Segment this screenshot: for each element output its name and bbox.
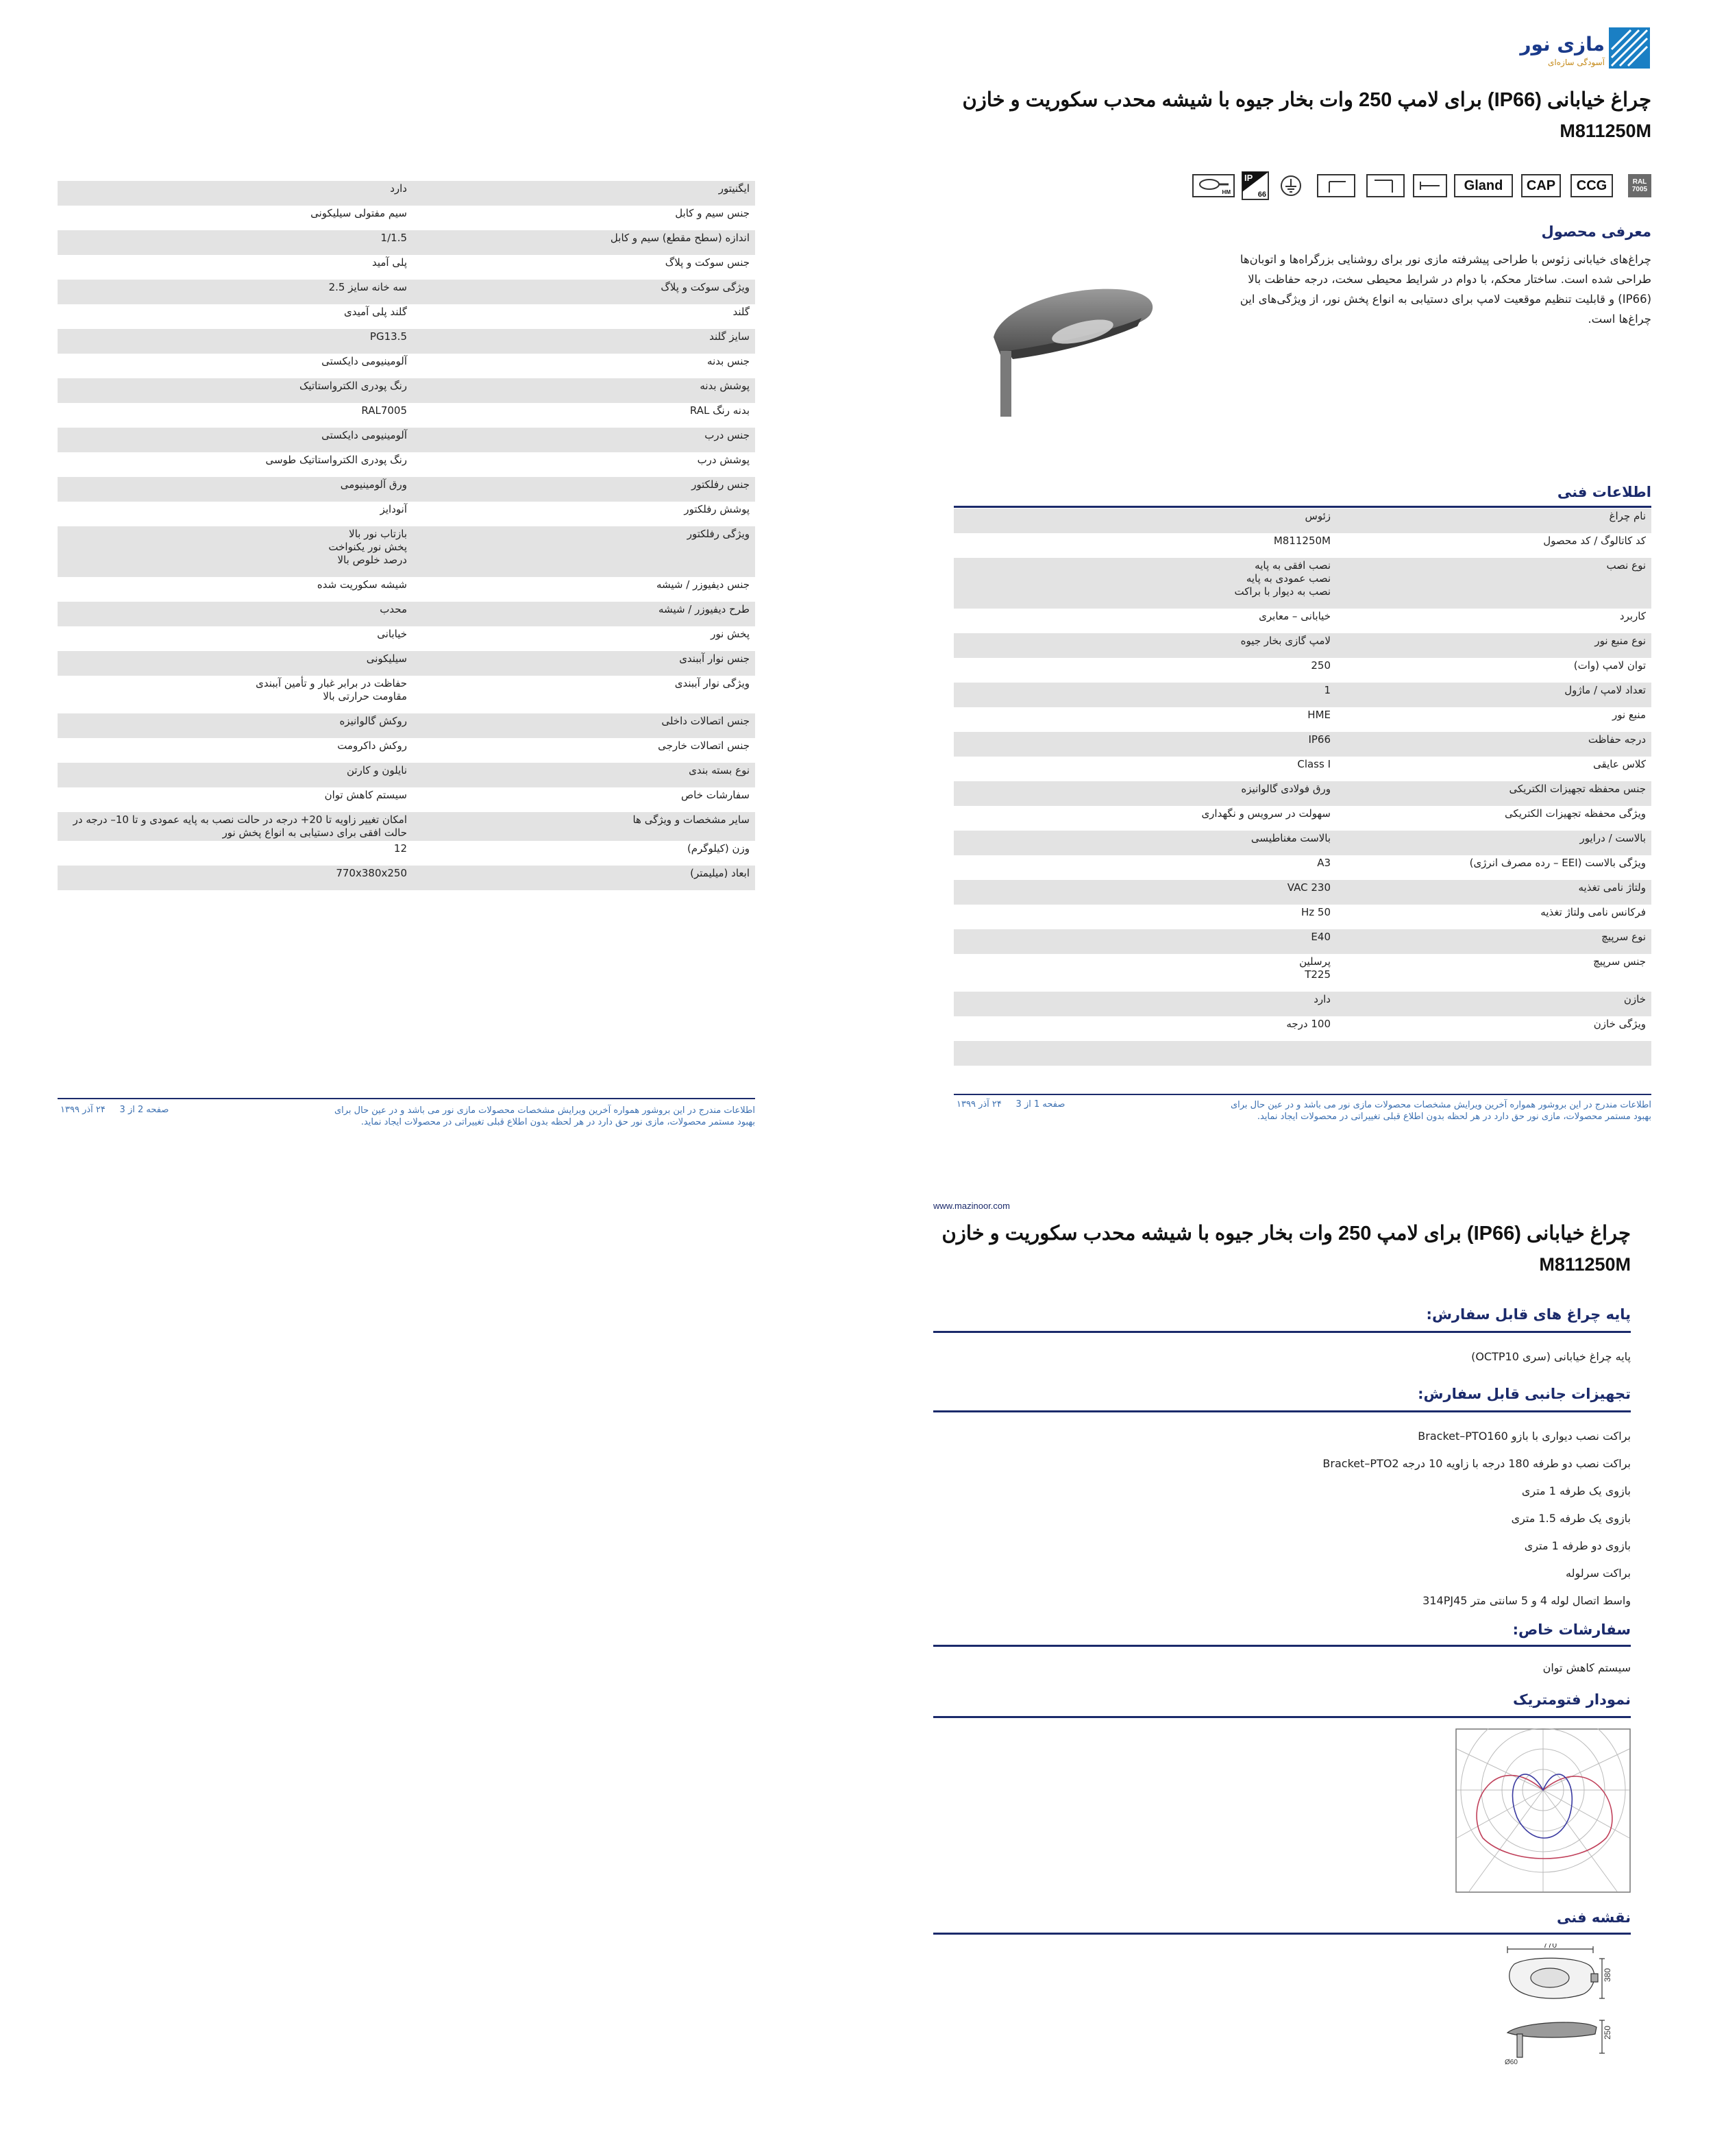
- ral-number: 7005: [1631, 186, 1648, 193]
- spec-row: [954, 732, 1651, 757]
- spec-row: [58, 428, 755, 452]
- spec-key: پوشش رفلکتور: [684, 503, 750, 515]
- footer-page-2: [60, 1105, 169, 1115]
- spec-row: [58, 354, 755, 378]
- website-url: www.mazinoor.com: [933, 1201, 1010, 1211]
- spec-key: ویژگی خازن: [1593, 1018, 1646, 1030]
- spec-key: ویژگی سوکت و پلاگ: [661, 281, 750, 293]
- dim-width: 380: [1603, 1968, 1612, 1982]
- spec-key: درجه حفاظت: [1588, 733, 1646, 746]
- spec-value: 230 VAC: [1287, 881, 1331, 894]
- photometric-diagram: [1455, 1728, 1631, 1893]
- footer-rule-2: [58, 1098, 755, 1099]
- spec-row: [954, 880, 1651, 905]
- spec-row: [954, 806, 1651, 831]
- spec-value: دارد: [1314, 993, 1331, 1005]
- spec-row: [954, 609, 1651, 633]
- spec-row: [58, 602, 755, 626]
- spec2-table: [58, 181, 755, 890]
- dim-length: 770: [1542, 1944, 1557, 1950]
- spec-value: رنگ پودری الکترواستاتیک: [299, 380, 407, 392]
- spec-key: جنس بدنه: [707, 355, 750, 367]
- spec-value: 250: [1311, 659, 1331, 672]
- spec-key: فرکانس نامی ولتاژ تغذیه: [1540, 906, 1646, 918]
- spec-row: [58, 304, 755, 329]
- spec-value: امکان تغییر زاویه تا 20+ درجه در حالت نصب به پایه عمودی و تا 10– درجه در حالت افقی برای دستیابی به انواع پخش نور: [73, 813, 407, 839]
- spec-row: [58, 403, 755, 428]
- spec-row: [954, 633, 1651, 658]
- page-date-2: ۲۴ آذر ۱۳۹۹: [60, 1105, 106, 1115]
- spec-key: پخش نور: [711, 628, 750, 640]
- technical-drawing: [1473, 1944, 1617, 2067]
- spec-key: اندازه (سطح مقطع) سیم و کابل: [610, 232, 750, 244]
- spec-key: پوشش بدنه: [700, 380, 750, 392]
- dim-height: 250: [1603, 2025, 1612, 2039]
- spec-row: [954, 558, 1651, 609]
- spec-key: ایگنیتور: [718, 182, 750, 195]
- spec-value: محدب: [380, 603, 407, 615]
- spec-row: [58, 651, 755, 676]
- post-top-icon: [1317, 174, 1355, 197]
- spec-value: 1/1.5: [380, 232, 407, 244]
- spec-row: [58, 181, 755, 206]
- spec-key: خازن: [1623, 993, 1646, 1005]
- spec-row: [954, 954, 1651, 992]
- spec-key: جنس درب: [704, 429, 750, 441]
- spec-key: سفارشات خاص: [681, 789, 750, 801]
- drawing-rule: [933, 1933, 1631, 1935]
- spec-value: شیشه سکوریت شده: [317, 578, 407, 591]
- brand-logo: [1494, 27, 1651, 71]
- spec-key: جنس اتصالات داخلی: [661, 715, 750, 727]
- photometric-heading: نمودار فتومتریک: [1512, 1691, 1631, 1708]
- accessories-rule: [933, 1410, 1631, 1412]
- spec-value: سه خانه سایز 2.5: [328, 281, 407, 293]
- tech-heading-rule: [954, 506, 1651, 508]
- poles-heading: پایه چراغ های قابل سفارش:: [1426, 1306, 1631, 1323]
- spec-row: [58, 526, 755, 577]
- accessory-item: بازوی یک طرفه 1 متری: [1521, 1484, 1631, 1497]
- spec-row: [58, 378, 755, 403]
- accessory-item: براکت نصب دیواری با بازو Bracket–PTO160: [1418, 1430, 1631, 1443]
- spec-value: E40: [1311, 931, 1331, 943]
- spec-value: آلومینیومی دایکستی: [321, 355, 407, 367]
- spec-key: توان لامپ (وات): [1573, 659, 1646, 672]
- spec-row: [954, 757, 1651, 781]
- page-number-1: صفحه 1 از 3: [1015, 1099, 1065, 1110]
- spec-value: لامپ گازی بخار جیوه: [1240, 635, 1331, 647]
- accessory-item: واسط اتصال لوله 4 و 5 سانتی متر 314PJ45: [1422, 1594, 1631, 1607]
- spec-value: 1: [1324, 684, 1331, 696]
- spec-row: [58, 280, 755, 304]
- spec-key: جنس اتصالات خارجی: [658, 739, 750, 752]
- special-rule: [933, 1645, 1631, 1647]
- spec-value: PG13.5: [369, 330, 407, 343]
- ip-label: IP: [1244, 173, 1253, 183]
- spec-value: گلند پلی آمیدی: [343, 306, 407, 318]
- special-heading: سفارشات خاص:: [1512, 1621, 1631, 1638]
- spec-key: جنس محفظه تجهیزات الکتریکی: [1509, 783, 1646, 795]
- spec-key: سایر مشخصات و ویژگی ها: [632, 813, 750, 826]
- page-number-2: صفحه 2 از 3: [119, 1105, 169, 1115]
- spec-row: [58, 502, 755, 526]
- spec-value: زئوس: [1305, 510, 1331, 522]
- spec-value: A3: [1317, 857, 1331, 869]
- spec-row: [58, 577, 755, 602]
- spec-value: خیابانی – معابری: [1259, 610, 1331, 622]
- spec-value: ورق فولادی گالوانیزه: [1241, 783, 1331, 795]
- spec-row: [954, 905, 1651, 929]
- gland-badge: Gland: [1454, 174, 1513, 197]
- spec-row: [58, 713, 755, 738]
- spec-key: وزن (کیلوگرم): [687, 842, 750, 855]
- spec-key: پوشش درب: [697, 454, 750, 466]
- spec-key: کاربرد: [1619, 610, 1646, 622]
- spec-value: روکش گالوانیزه: [339, 715, 407, 727]
- footer-page-1: [957, 1099, 1065, 1110]
- spec-key: جنس سوکت و پلاگ: [665, 256, 750, 269]
- page-date-1: ۲۴ آذر ۱۳۹۹: [957, 1099, 1002, 1110]
- spec-row: [954, 1041, 1651, 1066]
- spec-row: [58, 738, 755, 763]
- spec-key: کد کاتالوگ / کد محصول: [1543, 535, 1646, 547]
- spec-value: M811250M: [1273, 535, 1331, 547]
- spec-row: [58, 452, 755, 477]
- spec-value: بازتاب نور بالا پخش نور یکنواخت درصد خلوص بالا: [328, 528, 407, 566]
- spec-key: کلاس عایقی: [1593, 758, 1646, 770]
- spec-row: [58, 626, 755, 651]
- footer-note-2: اطلاعات مندرج در این بروشور همواره آخرین ویرایش مشخصات محصولات مازی نور می باشد و در عین حال برای بهبود مستمر محصولات، مازی نور حق دارد در هر لحظه بدون اطلاع قبلی تغییراتی در محصولات ایجاد نماید.: [334, 1105, 755, 1127]
- spec-value: خیابانی: [377, 628, 407, 640]
- spec-row: [954, 509, 1651, 533]
- spec-row: [954, 929, 1651, 954]
- spec-key: نوع بسته بندی: [689, 764, 750, 776]
- pole-item: پایه چراغ خیابانی (سری OCTP10): [1471, 1350, 1631, 1363]
- tech-heading: اطلاعات فنی: [1557, 484, 1651, 500]
- spec-row: [58, 866, 755, 890]
- spec-row: [954, 658, 1651, 683]
- spec-value: روکش داکرومت: [337, 739, 407, 752]
- footer-note-1: اطلاعات مندرج در این بروشور همواره آخرین ویرایش مشخصات محصولات مازی نور می باشد و در عین حال برای بهبود مستمر محصولات، مازی نور حق دارد در هر لحظه بدون اطلاع قبلی تغییراتی در محصولات ایجاد نماید.: [1230, 1100, 1651, 1122]
- spec-row: [58, 787, 755, 812]
- spec-row: [954, 781, 1651, 806]
- spec-key: ولتاژ نامی تغذیه: [1578, 881, 1646, 894]
- spec-value: 770x380x250: [336, 867, 407, 879]
- spec-key: بالاست / درایور: [1579, 832, 1646, 844]
- spec-value: HME: [1307, 709, 1331, 721]
- spec-key: جنس نوار آببندی: [679, 652, 750, 665]
- dim-pole: Ø60: [1505, 2059, 1518, 2066]
- special-item: سیستم کاهش توان: [1542, 1661, 1631, 1674]
- brand-name: مازی نور: [1520, 33, 1605, 56]
- spec-key: جنس دیفیوزر / شیشه: [656, 578, 750, 591]
- spec-value: دارد: [390, 182, 407, 195]
- spec-key: ویژگی رفلکتور: [687, 528, 750, 540]
- ip-number: 66: [1257, 191, 1266, 199]
- spec-value: 100 درجه: [1286, 1018, 1331, 1030]
- hm-label: HM: [1222, 189, 1231, 195]
- drawing-heading: نقشه فنی: [1557, 1909, 1631, 1926]
- cap-badge: CAP: [1521, 174, 1561, 197]
- product-title: چراغ خیابانی (IP66) برای لامپ 250 وات بخار جیوه با شیشه محدب سکوریت و خازن: [962, 89, 1651, 111]
- accessory-item: براکت سرلوله: [1566, 1567, 1631, 1580]
- spec-row: [58, 329, 755, 354]
- product-image: [980, 274, 1158, 418]
- ip-rating-badge: [1242, 171, 1269, 200]
- spec-key: سایز گلند: [709, 330, 750, 343]
- spec-value: IP66: [1308, 733, 1331, 746]
- brand-tagline: آسودگی سازه‌ای: [1548, 58, 1605, 67]
- accessory-item: بازوی یک طرفه 1.5 متری: [1511, 1512, 1631, 1525]
- spec-value: پرسلین T225: [1299, 955, 1331, 981]
- spec-value: 50 Hz: [1301, 906, 1331, 918]
- hm-lamp-icon: [1192, 174, 1235, 197]
- spec-value: [966, 1041, 1336, 1066]
- spec-value: Class I: [1297, 758, 1331, 770]
- spec-key: ابعاد (میلیمتر): [690, 867, 750, 879]
- spec-row: [954, 683, 1651, 707]
- spec-value: نایلون و کارتن: [347, 764, 407, 776]
- spec-key: جنس سرپیچ: [1593, 955, 1646, 968]
- poles-rule: [933, 1331, 1631, 1333]
- spec-value: RAL7005: [361, 404, 407, 417]
- spec-key: نام چراغ: [1609, 510, 1646, 522]
- product-title-p3: چراغ خیابانی (IP66) برای لامپ 250 وات بخار جیوه با شیشه محدب سکوریت و خازن: [941, 1223, 1631, 1245]
- spec-key: ویژگی نوار آببندی: [674, 677, 750, 689]
- spec-row: [954, 831, 1651, 855]
- spec-row: [58, 812, 755, 841]
- accessories-heading: تجهیزات جانبی قابل سفارش:: [1418, 1386, 1631, 1402]
- spec-row: [58, 477, 755, 502]
- side-mount-icon: [1366, 174, 1405, 197]
- spec-key: منبع نور: [1612, 709, 1646, 721]
- spec-key: تعداد لامپ / ماژول: [1564, 684, 1646, 696]
- spec-key: ویژگی بالاست (EEI – رده مصرف انرژی): [1469, 857, 1646, 869]
- spec-key: ویژگی محفظه تجهیزات الکتریکی: [1505, 807, 1646, 820]
- tech-spec-table: [954, 509, 1651, 1066]
- spec-value: آلومینیومی دایکستی: [321, 429, 407, 441]
- spec-key: نوع نصب: [1606, 559, 1646, 572]
- spec-key: نوع منبع نور: [1594, 635, 1646, 647]
- spec-value: سیستم کاهش توان: [324, 789, 407, 801]
- spec-key: [1336, 1041, 1651, 1066]
- photometric-rule: [933, 1716, 1631, 1718]
- accessory-item: براکت نصب دو طرفه 180 درجه با زاویه 10 درجه Bracket–PTO2: [1322, 1457, 1631, 1470]
- spec-value: آنودایز: [380, 503, 407, 515]
- ral-badge: [1628, 174, 1651, 197]
- spec-row: [954, 533, 1651, 558]
- spec-row: [58, 763, 755, 787]
- spec-value: سهولت در سرویس و نگهداری: [1201, 807, 1331, 820]
- spec-value: بالاست مغناطیسی: [1250, 832, 1331, 844]
- intro-text: چراغ‌های خیابانی زئوس با طراحی پیشرفته مازی نور برای روشنایی بزرگراه‌ها و اتوبان‌ها طراحی شده است. ساختار محکم، با دوام در شرایط محیطی سخت، درجه حفاظت بالا (IP66) و قابلیت تنظیم موقعیت لامپ برای دستیابی به انواع پخش نور، از ویژگی‌های این چراغ‌ها است.: [1240, 253, 1651, 326]
- spec-value: 12: [393, 842, 407, 855]
- spec-key: جنس رفلکتور: [691, 478, 750, 491]
- spec-row: [58, 676, 755, 713]
- intro-heading: معرفی محصول: [1541, 223, 1651, 240]
- spec-row: [954, 1016, 1651, 1041]
- spec-value: رنگ پودری الکترواستاتیک طوسی: [265, 454, 407, 466]
- spec-value: حفاظت در برابر غبار و تأمین آببندی مقاومت حرارتی بالا: [256, 677, 407, 702]
- spec-value: سیلیکونی: [366, 652, 407, 665]
- product-code-p3: M811250M: [1539, 1254, 1631, 1275]
- spec-value: نصب افقی به پایه نصب عمودی به پایه نصب به دیوار با براکت: [1234, 559, 1331, 598]
- spec-row: [58, 230, 755, 255]
- spec-key: نوع سرپیچ: [1601, 931, 1646, 943]
- spec-value: ورق آلومینیومی: [340, 478, 407, 491]
- ccg-badge: CCG: [1570, 174, 1613, 197]
- spec-row: [58, 841, 755, 866]
- ral-label: RAL: [1632, 178, 1647, 186]
- spec-key: جنس سیم و کابل: [675, 207, 750, 219]
- spec-key: گلند: [732, 306, 750, 318]
- spec-key: بدنه رنگ RAL: [689, 404, 750, 417]
- spec-value: پلی آمید: [371, 256, 407, 269]
- spec-row: [58, 255, 755, 280]
- spec-row: [954, 992, 1651, 1016]
- spec-value: سیم مفتولی سیلیکونی: [310, 207, 407, 219]
- product-code: M811250M: [1560, 121, 1651, 141]
- accessory-item: بازوی دو طرفه 1 متری: [1524, 1539, 1631, 1552]
- spec-row: [954, 707, 1651, 732]
- earth-class-icon: [1276, 174, 1306, 197]
- spec-row: [58, 206, 755, 230]
- footer-rule-1: [954, 1094, 1651, 1095]
- spec-key: طرح دیفیوزر / شیشه: [658, 603, 750, 615]
- spec-row: [954, 855, 1651, 880]
- wall-mount-icon: [1413, 174, 1447, 197]
